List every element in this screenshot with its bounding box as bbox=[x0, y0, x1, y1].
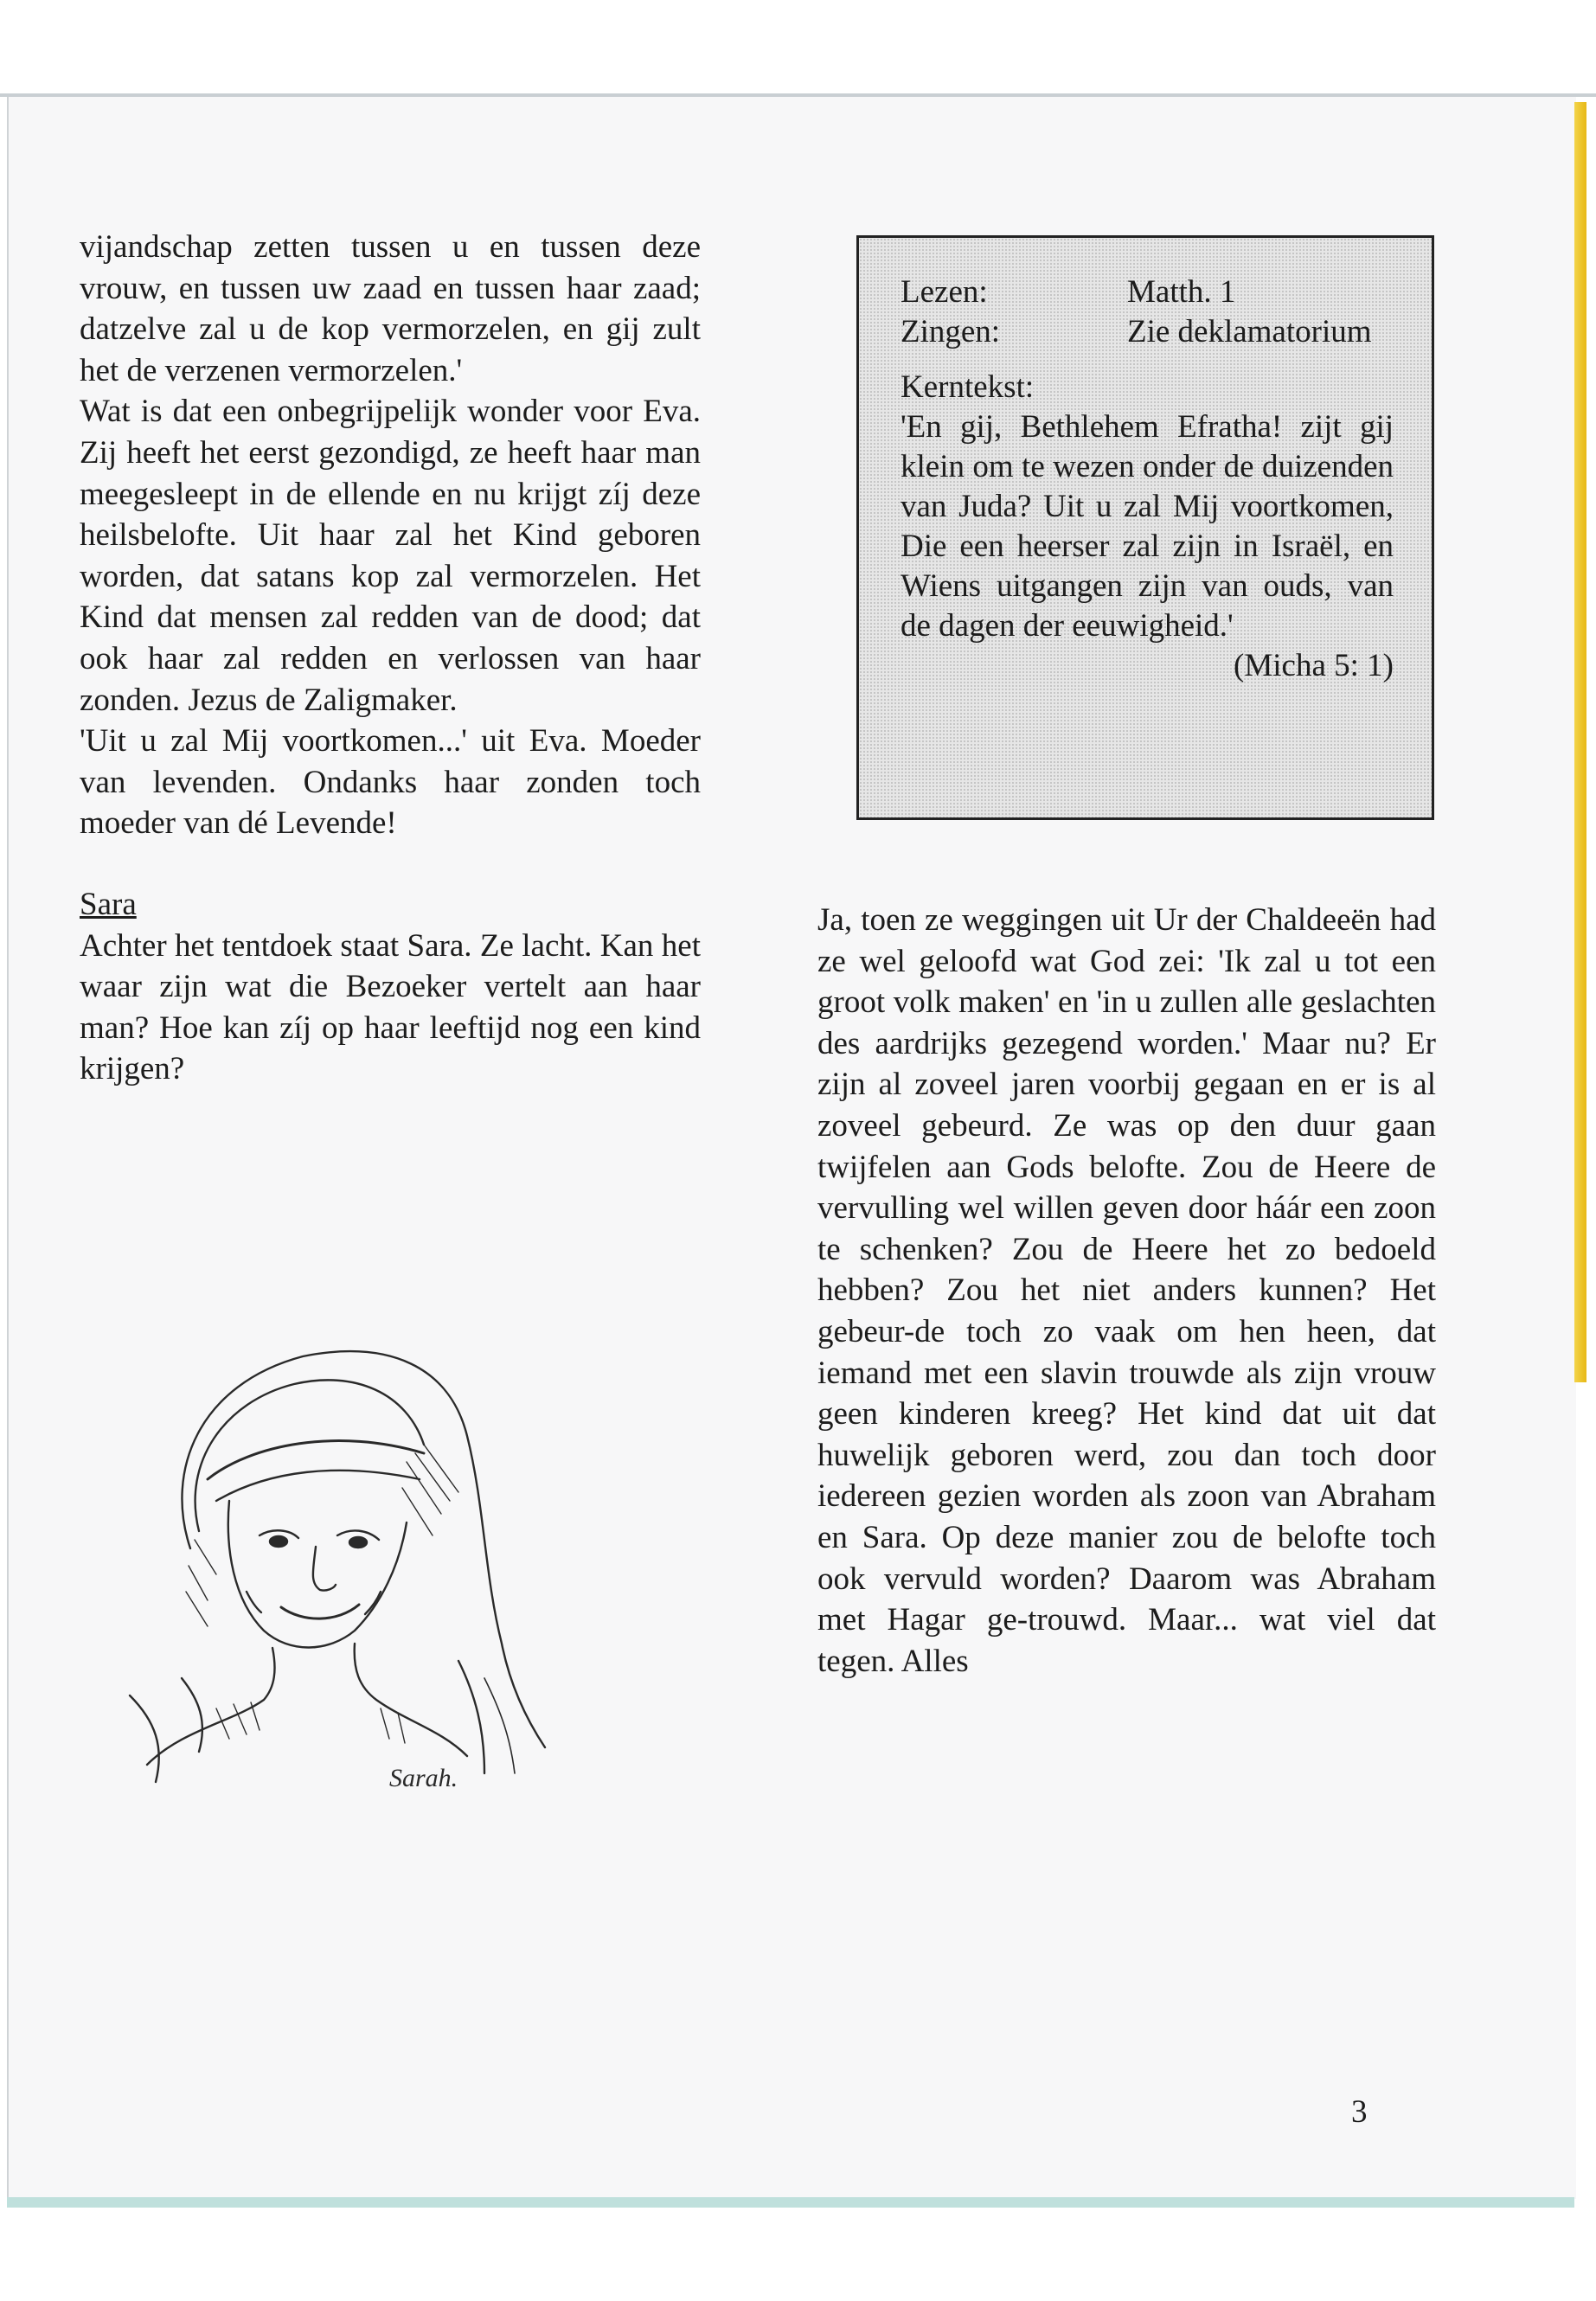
reading-info-box bbox=[856, 235, 1434, 820]
page-edge-yellow bbox=[1574, 102, 1586, 1382]
section-heading-sara: Sara bbox=[80, 886, 137, 922]
left-column bbox=[80, 227, 701, 1090]
page-number: 3 bbox=[1351, 2094, 1368, 2130]
page-edge-bottom bbox=[7, 2197, 1574, 2208]
left-paragraph-3: 'Uit u zal Mij voortkomen...' uit Eva. Moeder van levenden. Ondanks haar zonden toch moeder van dé Levende! bbox=[80, 723, 701, 842]
left-paragraph-4: Achter het tentdoek staat Sara. Ze lacht. Kan het waar zijn wat die Bezoeker vertelt aan haar man? Hoe kan zíj op haar leeftijd nog een kind krijgen? bbox=[80, 927, 701, 1087]
right-column bbox=[817, 900, 1436, 1682]
kerntekst-label: Kerntekst: bbox=[901, 369, 1035, 405]
sarah-sketch-illustration bbox=[78, 1315, 614, 1799]
left-paragraph-1: vijandschap zetten tussen u en tussen deze vrouw, en tussen uw zaad en tussen haar zaad; datzelve zal u de kop vermorzelen, en gij zult het de verzenen vermorzelen.' bbox=[80, 229, 701, 388]
lezen-value: Matth. 1 bbox=[1127, 274, 1236, 310]
zingen-value: Zie deklamatorium bbox=[1127, 314, 1372, 349]
lezen-row bbox=[901, 272, 1394, 312]
zingen-label: Zingen: bbox=[901, 314, 1001, 349]
zingen-row bbox=[901, 312, 1394, 352]
lezen-label: Lezen: bbox=[901, 274, 988, 310]
paragraph-gap bbox=[80, 844, 701, 884]
kerntekst-reference: (Micha 5: 1) bbox=[1234, 648, 1394, 683]
signature-text: Sarah. bbox=[389, 1764, 458, 1792]
kerntekst-text: 'En gij, Bethlehem Efratha! zijt gij klein om te wezen onder de duizenden van Juda? Uit u zal Mij voortkomen, Die een heerser zal zijn in Israël, en Wiens uitgangen zijn van ouds, van de dagen der eeuwigheid.' bbox=[901, 409, 1394, 644]
left-paragraph-2: Wat is dat een onbegrijpelijk wonder voor Eva. Zij heeft het eerst gezondigd, ze heeft haar man meegesleept in de ellende en nu krijgt zíj deze heilsbelofte. Uit haar zal het Kind geboren worden, dat satans kop zal vermorzelen. Het Kind dat mensen zal redden van de dood; dat ook haar zal redden en verlossen van haar zonden. Jezus de Zaligmaker. bbox=[80, 394, 701, 718]
right-paragraph-1: Ja, toen ze weggingen uit Ur der Chaldeeën had ze wel geloofd wat God zei: 'Ik zal u tot een groot volk maken' en 'in u zullen alle geslachten des aardrijks gezegend worden.' Maar nu? Er zijn al zoveel jaren voorbij gegaan en er is al zoveel gebeurd. Ze was op den duur gaan twijfelen aan Gods belofte. Zou de Heere de vervulling wel willen geven door háár een zoon te schenken? Zou de Heere het zo bedoeld hebben? Zou het niet anders kunnen? Het gebeur-de toch zo vaak om hen heen, dat iemand met een slavin trouwde als zijn vrouw geen kinderen kreeg? Het kind dat uit dat huwelijk geboren werd, zou dan toch door iedereen gezien worden als zoon van Abraham en Sara. Op deze manier zou de belofte toch ook vervuld worden? Daarom was Abraham met Hagar ge-trouwd. Maar... wat viel dat tegen. Alles bbox=[817, 902, 1436, 1679]
